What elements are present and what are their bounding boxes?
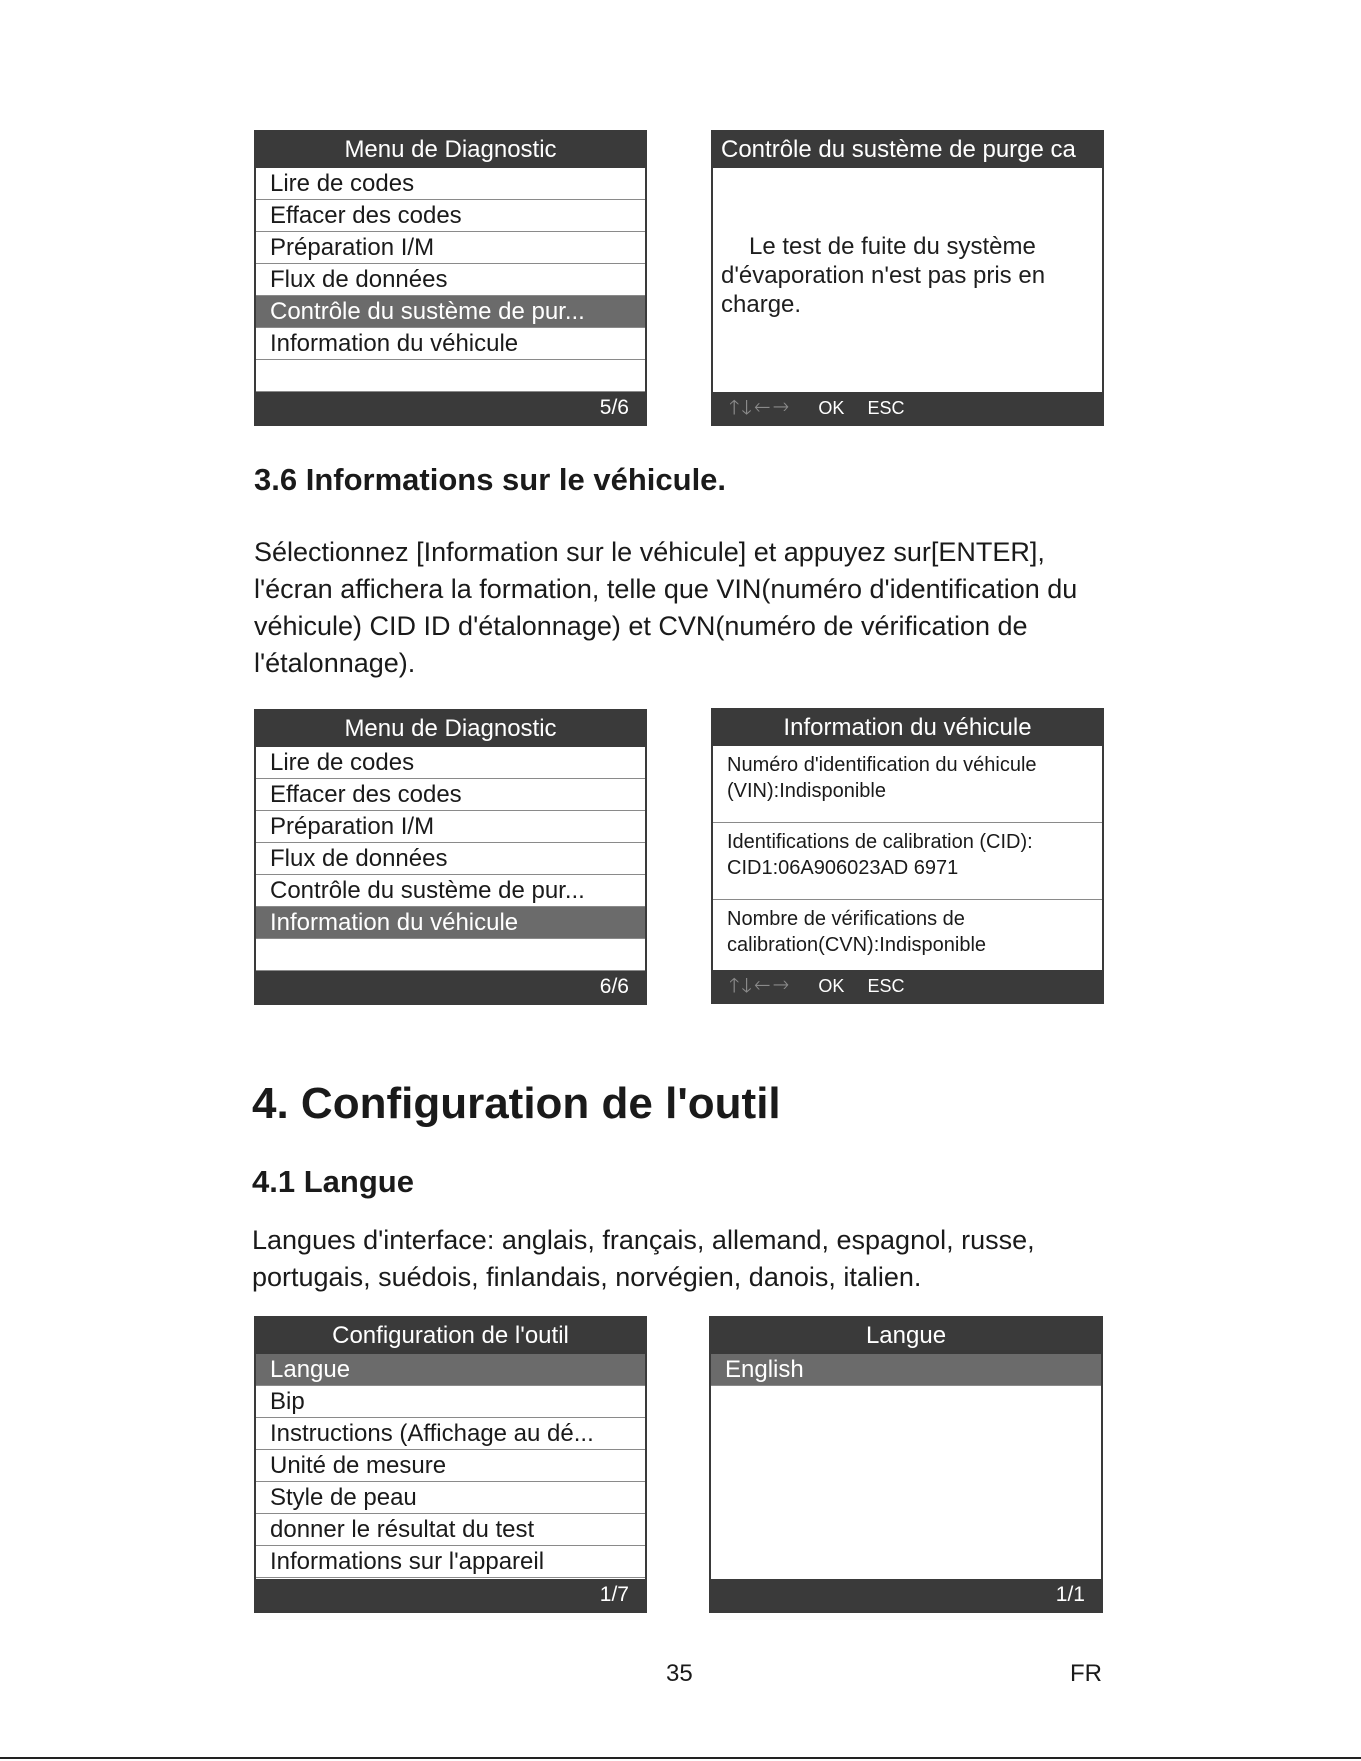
cvn-value: calibration(CVN):Indisponible — [727, 934, 987, 956]
screen-title: Contrôle du sustème de purge ca — [713, 132, 1102, 168]
nav-keys — [729, 392, 922, 424]
ok-key[interactable]: OK — [818, 976, 845, 996]
section-heading-4-1: 4.1 Langue — [252, 1164, 414, 1199]
language-list — [711, 1354, 1101, 1386]
esc-key[interactable]: ESC — [867, 398, 905, 418]
tool-config-screen — [254, 1316, 647, 1613]
menu-item-vehicle-info[interactable]: Information du véhicule — [256, 328, 645, 360]
menu-item-unit[interactable]: Unité de mesure — [256, 1450, 645, 1482]
screen-footer — [256, 971, 645, 1003]
menu-item-empty — [256, 939, 645, 971]
page-number: 35 — [666, 1660, 693, 1687]
esc-key[interactable]: ESC — [867, 976, 905, 996]
screen-footer — [256, 392, 645, 424]
menu-list — [256, 1354, 645, 1578]
page-indicator: 5/6 — [599, 396, 629, 419]
section-4-1-paragraph: Langues d'interface: anglais, français, allemand, espagnol, russe, portugais, suédois, finlandais, norvégien, danois, italien. — [252, 1225, 1035, 1292]
cvn-row — [713, 900, 1102, 977]
menu-item-device-info[interactable]: Informations sur l'appareil — [256, 1546, 645, 1578]
menu-item-data-stream[interactable]: Flux de données — [256, 264, 645, 296]
diagnostic-menu-screen-1 — [254, 130, 647, 426]
menu-item-evap-control[interactable]: Contrôle du sustème de pur... — [256, 875, 645, 907]
menu-item-instructions[interactable]: Instructions (Affichage au dé... — [256, 1418, 645, 1450]
section-heading-3-6: 3.6 Informations sur le véhicule. — [254, 462, 727, 497]
menu-item-test-result[interactable]: donner le résultat du test — [256, 1514, 645, 1546]
message-text: Le test de fuite du système d'évaporation n'est pas pris en charge. — [721, 233, 1046, 318]
menu-item-read-codes[interactable]: Lire de codes — [256, 168, 645, 200]
menu-item-erase-codes[interactable]: Effacer des codes — [256, 200, 645, 232]
page-indicator: 1/7 — [599, 1583, 629, 1606]
menu-item-im-readiness[interactable]: Préparation I/M — [256, 811, 645, 843]
cid-label: Identifications de calibration (CID): — [727, 831, 1033, 853]
screen-title: Information du véhicule — [713, 710, 1102, 746]
screen-title: Configuration de l'outil — [256, 1318, 645, 1354]
page-bottom-rule — [0, 1757, 1361, 1759]
language-screen — [709, 1316, 1103, 1613]
ok-key[interactable]: OK — [818, 398, 845, 418]
menu-item-beep[interactable]: Bip — [256, 1386, 645, 1418]
screen-title: Langue — [711, 1318, 1101, 1354]
vin-label: Numéro d'identification du véhicule — [727, 754, 1037, 776]
evap-test-screen — [711, 130, 1104, 426]
menu-item-erase-codes[interactable]: Effacer des codes — [256, 779, 645, 811]
screen-footer — [713, 392, 1102, 424]
screen-footer — [711, 1579, 1101, 1611]
page-indicator: 1/1 — [1055, 1583, 1085, 1606]
cvn-label: Nombre de vérifications de — [727, 908, 965, 930]
language-code: FR — [1070, 1660, 1102, 1687]
menu-list — [256, 168, 645, 392]
menu-item-language[interactable]: Langue — [256, 1354, 645, 1386]
cid-value: CID1:06A906023AD 6971 — [727, 857, 959, 879]
menu-list — [256, 747, 645, 971]
menu-item-skin-style[interactable]: Style de peau — [256, 1482, 645, 1514]
section-3-6-paragraph: Sélectionnez [Information sur le véhicule] et appuyez sur[ENTER], l'écran affichera la formation, telle que VIN(numéro d'identification du véhicule) CID ID d'étalonnage) et CVN(numéro de vérification de l'étalonnage). — [254, 537, 1078, 678]
menu-item-empty — [256, 360, 645, 392]
vehicle-info-screen — [711, 708, 1104, 1004]
menu-item-data-stream[interactable]: Flux de données — [256, 843, 645, 875]
screen-footer — [713, 970, 1102, 1002]
vin-row — [713, 746, 1102, 823]
menu-item-vehicle-info[interactable]: Information du véhicule — [256, 907, 645, 939]
menu-item-read-codes[interactable]: Lire de codes — [256, 747, 645, 779]
language-option-english[interactable]: English — [711, 1354, 1101, 1386]
diagnostic-menu-screen-2 — [254, 709, 647, 1005]
arrow-keys-icon: 🡑🡓🡐🡒 — [729, 975, 792, 997]
screen-title: Menu de Diagnostic — [256, 132, 645, 168]
chapter-heading-4: 4. Configuration de l'outil — [252, 1079, 781, 1128]
menu-item-evap-control[interactable]: Contrôle du sustème de pur... — [256, 296, 645, 328]
cid-row — [713, 823, 1102, 900]
arrow-keys-icon: 🡑🡓🡐🡒 — [729, 397, 792, 419]
page-indicator: 6/6 — [599, 975, 629, 998]
screen-title: Menu de Diagnostic — [256, 711, 645, 747]
vin-value: (VIN):Indisponible — [727, 780, 886, 802]
menu-item-im-readiness[interactable]: Préparation I/M — [256, 232, 645, 264]
unsupported-message — [721, 232, 1094, 319]
nav-keys — [729, 970, 922, 1002]
screen-footer — [256, 1579, 645, 1611]
